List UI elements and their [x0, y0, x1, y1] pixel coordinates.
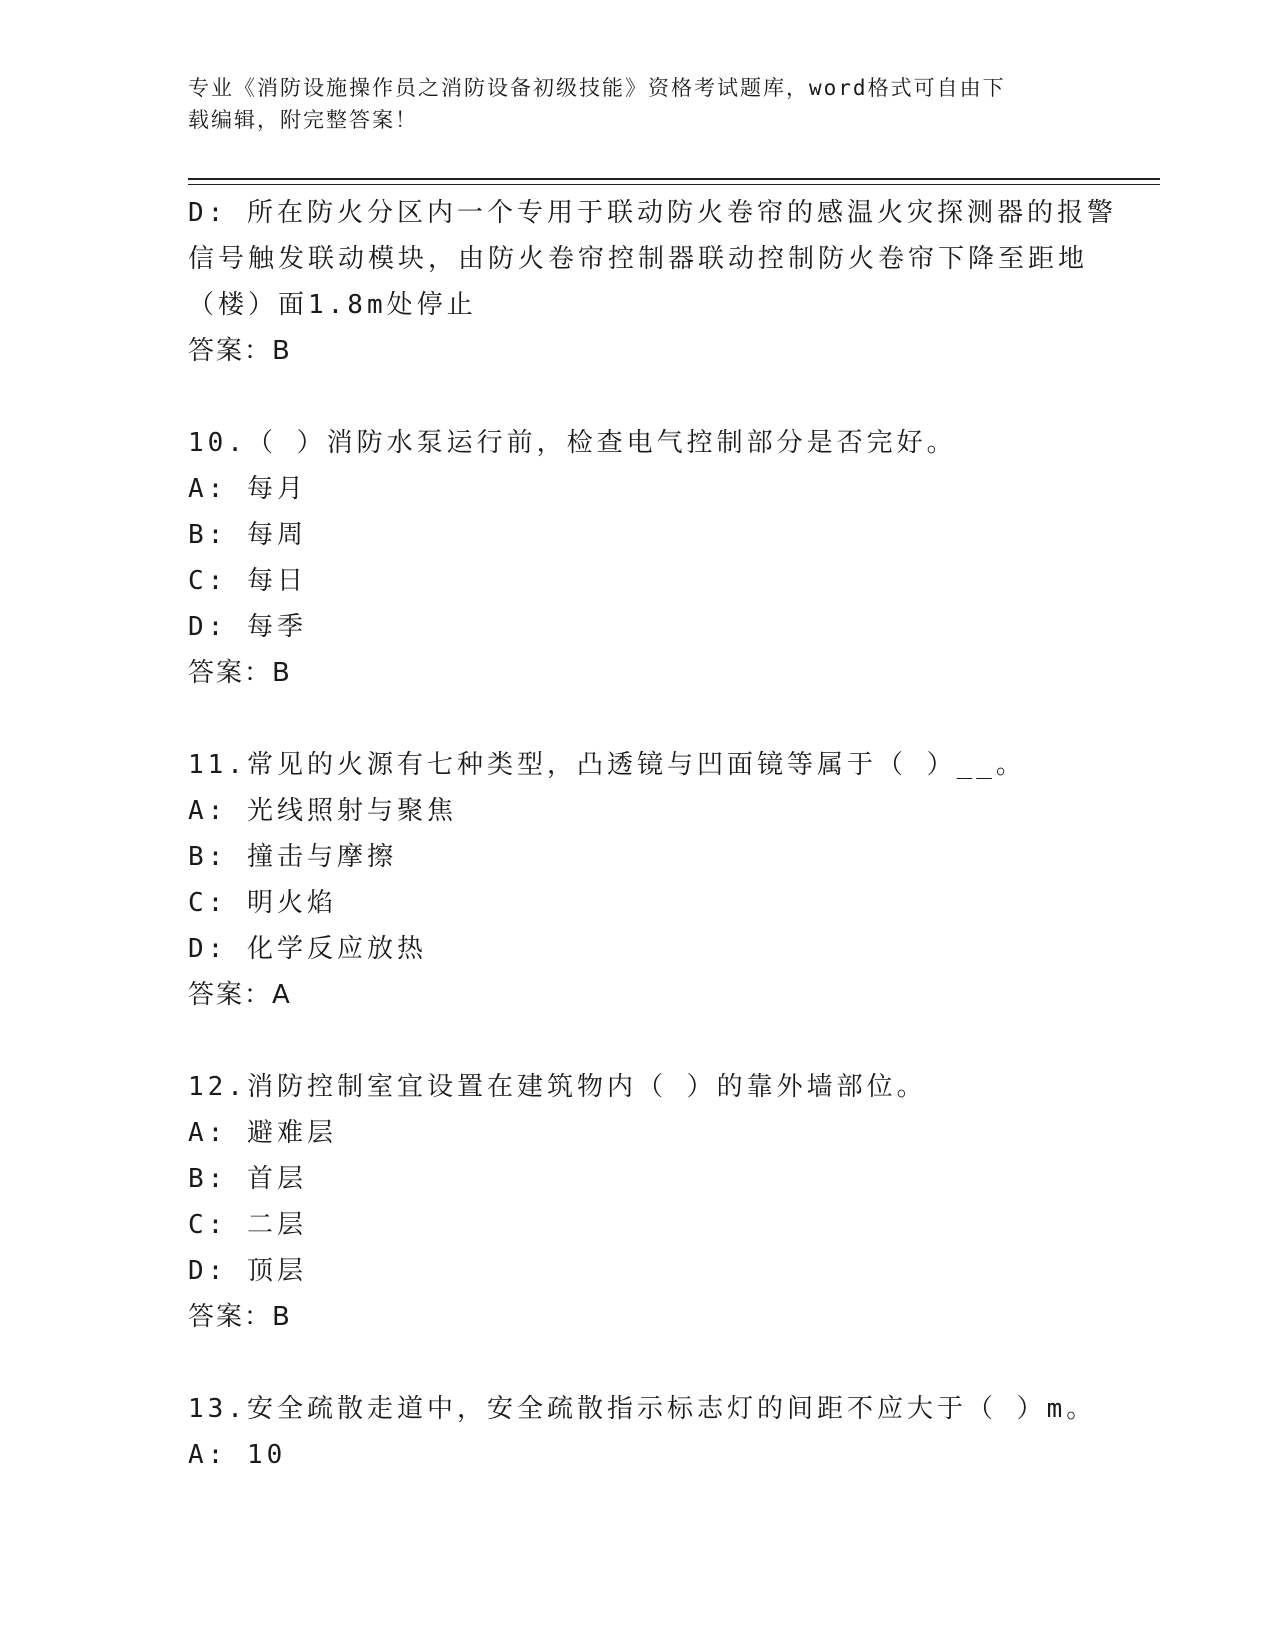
header-line-2: 载编辑，附完整答案！	[188, 108, 418, 132]
question-stem: 12.消防控制室宜设置在建筑物内（ ）的靠外墙部位。	[188, 1072, 927, 1102]
spacer	[188, 1340, 1148, 1386]
question-stem: 11.常见的火源有七种类型，凸透镜与凹面镜等属于（ ）__。	[188, 750, 1026, 780]
question-list	[188, 190, 1148, 1478]
question-10	[188, 420, 1148, 696]
option-d-line-2: 信号触发联动模块，由防火卷帘控制器联动控制防火卷帘下降至距地	[188, 244, 1089, 274]
answer-line: 答案：B	[188, 658, 292, 688]
option-d: D: 每季	[188, 612, 307, 642]
question-stem: 13.安全疏散走道中，安全疏散指示标志灯的间距不应大于（ ）m。	[188, 1394, 1097, 1424]
answer-line: 答案：B	[188, 1302, 292, 1332]
option-c: C: 明火焰	[188, 888, 337, 918]
option-d-line-3: （楼）面1.8m处停止	[188, 290, 477, 320]
option-c: C: 二层	[188, 1210, 307, 1240]
question-11	[188, 742, 1148, 1018]
option-a: A: 10	[188, 1440, 287, 1470]
option-b: B: 撞击与摩擦	[188, 842, 397, 872]
option-d: D: 化学反应放热	[188, 934, 427, 964]
option-a: A: 每月	[188, 474, 307, 504]
answer-line: 答案：B	[188, 336, 292, 366]
header-divider-thin	[188, 184, 1160, 185]
question-13	[188, 1386, 1148, 1478]
header-line-1: 专业《消防设施操作员之消防设备初级技能》资格考试题库，word格式可自由下	[188, 76, 1006, 100]
spacer	[188, 1018, 1148, 1064]
option-d: D: 顶层	[188, 1256, 307, 1286]
question-12	[188, 1064, 1148, 1340]
option-b: B: 首层	[188, 1164, 307, 1194]
continued-question	[188, 190, 1148, 374]
answer-line: 答案：A	[188, 980, 292, 1010]
option-b: B: 每周	[188, 520, 307, 550]
option-c: C: 每日	[188, 566, 307, 596]
question-stem: 10.（ ）消防水泵运行前，检查电气控制部分是否完好。	[188, 428, 957, 458]
document-header	[188, 72, 1088, 136]
option-a: A: 避难层	[188, 1118, 337, 1148]
option-a: A: 光线照射与聚焦	[188, 796, 457, 826]
option-d-line-1: D: 所在防火分区内一个专用于联动防火卷帘的感温火灾探测器的报警	[188, 198, 1117, 228]
spacer	[188, 374, 1148, 420]
spacer	[188, 696, 1148, 742]
header-divider-thick	[188, 178, 1160, 180]
